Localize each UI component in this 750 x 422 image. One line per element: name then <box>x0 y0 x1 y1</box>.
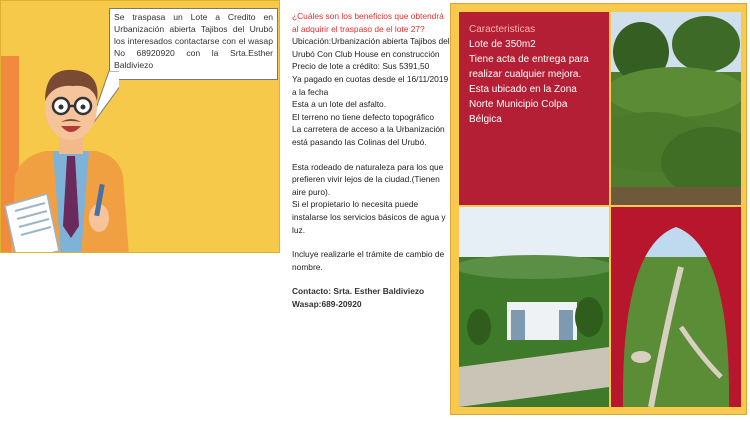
characteristic-line: Lote de 350m2 <box>469 39 536 50</box>
benefits-question: ¿Cuáles son los beneficios que obtendrá al adquirir el traspaso de el lote 27? <box>292 11 444 34</box>
right-panel <box>450 3 747 415</box>
aerial-photo <box>611 207 741 407</box>
contact-line: Contacto: Srta. Esther Baldiviezo Wasap:689-20920 <box>292 286 425 309</box>
businessman-illustration <box>1 56 141 253</box>
characteristic-line: Esta ubicado en la Zona Norte Municipio Colpa Bélgica <box>469 84 577 125</box>
benefit-line: Esta a un lote del asfalto. <box>292 99 387 110</box>
benefit-line: Ya pagado en cuotas desde el 16/11/2019 a la fecha <box>292 73 449 97</box>
field-photo <box>611 12 741 205</box>
nature-line: Si el propietario lo necesita puede instalarse los servicios básicos de agua y luz. <box>292 199 446 235</box>
entrance-photo <box>459 207 609 407</box>
benefits-text <box>292 10 452 310</box>
speech-text: Se traspasa un Lote a Credito en Urbanización abierta Tajibos del Urubó los interesados contactarse con el wasap No 68920920 con la Srta.Esther Baldiviezo <box>114 12 273 70</box>
transfer-line: Incluye realizarle el trámite de cambio de nombre. <box>292 249 445 272</box>
characteristic-line: Tiene acta de entrega para realizar cualquier mejora. <box>469 54 589 80</box>
benefit-line: Precio de lote a crédito: Sus 5391,50 <box>292 61 430 72</box>
benefit-line: Ubicación:Urbanización abierta Tajibos del Urubó Con Club House en construcción <box>292 36 450 59</box>
nature-line: Esta rodeado de naturaleza para los que prefieren vivir lejos de la ciudad.(Tienen aire puro). <box>292 161 444 197</box>
characteristics-title: Caracteristicas <box>469 24 536 35</box>
benefit-line: La carretera de acceso a la Urbanización está pasando las Colinas del Urubó. <box>292 124 445 147</box>
characteristics-box <box>459 12 609 205</box>
benefit-line: El terreno no tiene defecto topográfico <box>292 111 435 122</box>
left-banner <box>0 0 280 253</box>
